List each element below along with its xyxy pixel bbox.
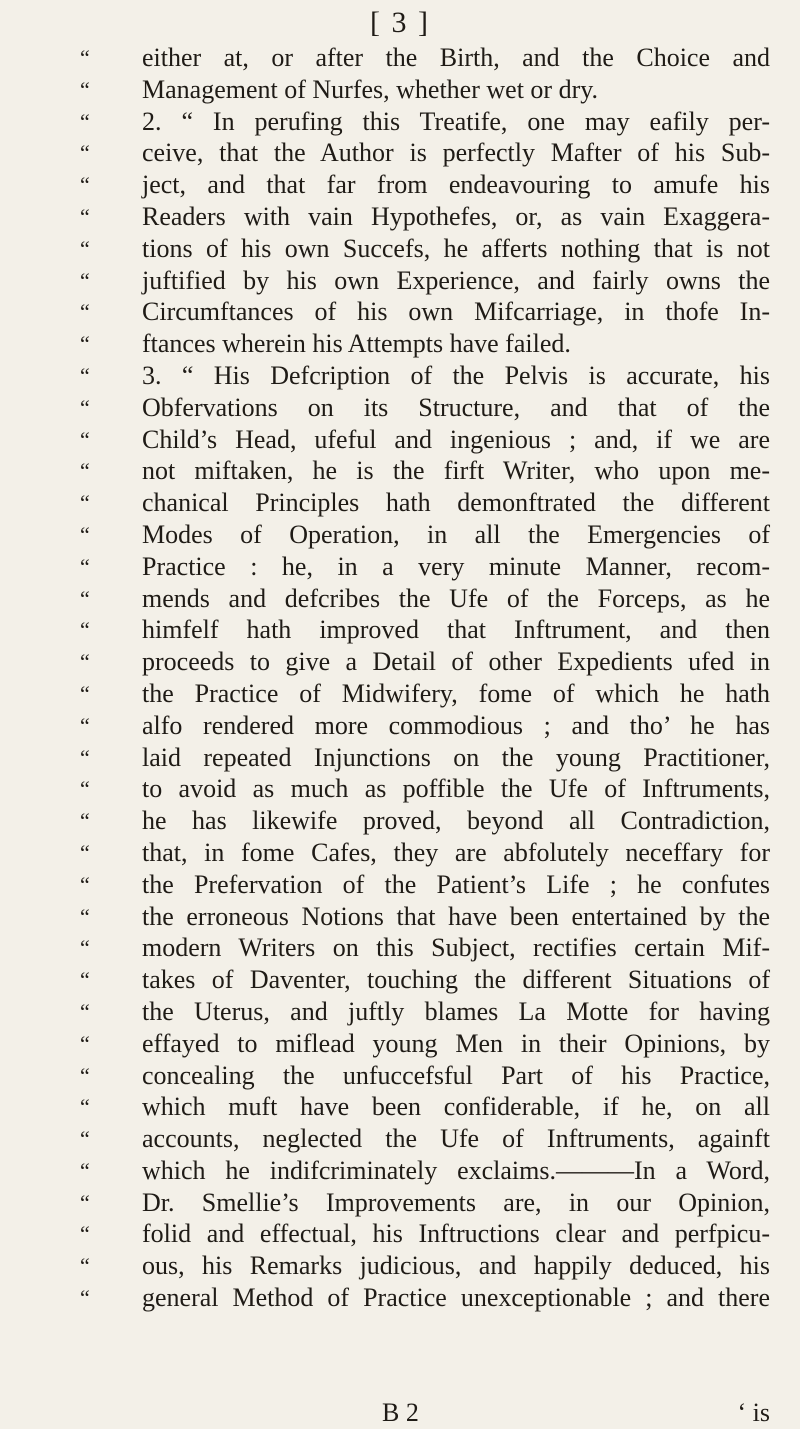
line-text: the Uterus, and juftly blames La Motte for having (142, 996, 770, 1026)
line-text: the erroneous Notions that have been entertained by the (142, 901, 770, 931)
text-line (80, 805, 770, 837)
text-line (80, 901, 770, 933)
line-text: that, in fome Cafes, they are abfolutely neceffary for (142, 837, 770, 867)
page-number: [ 3 ] (370, 6, 430, 39)
text-line (80, 583, 770, 615)
text-line (80, 678, 770, 710)
quote-mark: “ (80, 1094, 90, 1120)
text-line (80, 392, 770, 424)
line-text: Modes of Operation, in all the Emergencies of (142, 519, 770, 549)
text-line (80, 296, 770, 328)
quote-mark: “ (80, 903, 90, 929)
text-line (80, 1250, 770, 1282)
text-line (80, 137, 770, 169)
quote-mark: “ (80, 871, 90, 897)
text-line (80, 106, 770, 138)
line-text: ous, his Remarks judicious, and happily deduced, his (142, 1251, 770, 1281)
line-text: effayed to miflead young Men in their Opinions, by (142, 1028, 770, 1058)
text-line (80, 424, 770, 456)
quote-mark: “ (80, 935, 90, 961)
signature-mark: B 2 (382, 1398, 419, 1427)
text-line (80, 742, 770, 774)
text-line (80, 201, 770, 233)
quote-mark: “ (80, 553, 90, 579)
line-text: to avoid as much as poffible the Ufe of Inftruments, (142, 774, 770, 804)
quote-mark: “ (80, 235, 90, 261)
quote-mark: “ (80, 299, 90, 325)
text-line (80, 837, 770, 869)
quote-mark: “ (80, 490, 90, 516)
line-text: Obfervations on its Structure, and that of the (142, 392, 770, 422)
text-line (80, 773, 770, 805)
line-text: Practice : he, in a very minute Manner, recom- (142, 551, 770, 581)
line-text: either at, or after the Birth, and the Choice and (142, 43, 770, 72)
text-line (80, 710, 770, 742)
line-text: 2. “ In perufing this Treatife, one may eafily per- (142, 106, 770, 136)
text-line (80, 1091, 770, 1123)
text-line (80, 964, 770, 996)
text-line (80, 328, 770, 360)
line-text: which he indifcriminately exclaims.———In a Word, (142, 1155, 770, 1185)
quote-mark: “ (80, 426, 90, 452)
quote-mark: “ (80, 1221, 90, 1247)
line-text: not miftaken, he is the firft Writer, who upon me- (142, 456, 770, 486)
quote-mark: “ (80, 967, 90, 993)
text-line (80, 455, 770, 487)
line-text: concealing the unfuccefsful Part of his Practice, (142, 1060, 770, 1090)
line-text: tions of his own Succefs, he afferts nothing that is not (142, 233, 770, 263)
quote-mark: “ (80, 712, 90, 738)
line-text: ceive, that the Author is perfectly Mafter of his Sub- (142, 138, 770, 168)
line-text: Dr. Smellie’s Improvements are, in our Opinion, (142, 1187, 770, 1217)
quote-mark: “ (80, 680, 90, 706)
quote-mark: “ (80, 649, 90, 675)
quote-mark: “ (80, 744, 90, 770)
text-line (80, 1187, 770, 1219)
text-line (80, 169, 770, 201)
quote-mark: “ (80, 1253, 90, 1279)
line-text: takes of Daventer, touching the different Situations of (142, 965, 770, 995)
line-text: alfo rendered more commodious ; and tho’ he has (142, 710, 770, 740)
text-line (80, 1028, 770, 1060)
body-text (80, 42, 770, 1314)
quote-mark: “ (80, 394, 90, 420)
line-text: the Practice of Midwifery, fome of which he hath (142, 678, 770, 708)
text-line (80, 233, 770, 265)
quote-mark: “ (80, 839, 90, 865)
line-text: ftances wherein his Attempts have failed. (142, 329, 571, 359)
text-line (80, 1060, 770, 1092)
line-text: folid and effectual, his Inftructions clear and perfpicu- (142, 1219, 770, 1249)
quote-mark: “ (80, 1126, 90, 1152)
quote-mark: “ (80, 1157, 90, 1183)
line-text: which muft have been confiderable, if he, on all (142, 1092, 770, 1122)
text-line (80, 614, 770, 646)
text-line (80, 487, 770, 519)
text-line (80, 1155, 770, 1187)
line-text: juftified by his own Experience, and fairly owns the (142, 265, 770, 295)
quote-mark: “ (80, 458, 90, 484)
text-line (80, 551, 770, 583)
line-text: Child’s Head, ufeful and ingenious ; and, if we are (142, 424, 770, 454)
line-text: 3. “ His Defcription of the Pelvis is accurate, his (142, 360, 770, 390)
text-line (80, 1282, 770, 1314)
quote-mark: “ (80, 172, 90, 198)
page-footer (142, 1398, 770, 1428)
quote-mark: “ (80, 45, 90, 70)
text-line (80, 869, 770, 901)
quote-mark: “ (80, 1062, 90, 1088)
line-text: he has likewife proved, beyond all Contradiction, (142, 806, 770, 836)
quote-mark: “ (80, 776, 90, 802)
line-text: ject, and that far from endeavouring to amufe his (142, 170, 770, 200)
text-line (80, 74, 770, 106)
line-text: accounts, neglected the Ufe of Inftruments, againft (142, 1124, 770, 1154)
line-text: himfelf hath improved that Inftrument, and then (142, 615, 770, 645)
quote-mark: “ (80, 998, 90, 1024)
text-line (80, 360, 770, 392)
quote-mark: “ (80, 362, 90, 388)
catchword: ‘ is (737, 1398, 770, 1427)
text-line (80, 519, 770, 551)
quote-mark: “ (80, 1189, 90, 1215)
text-line (80, 646, 770, 678)
line-text: modern Writers on this Subject, rectifies certain Mif- (142, 933, 770, 963)
line-text: the Prefervation of the Patient’s Life ; he confutes (142, 869, 770, 899)
line-text: Readers with vain Hypothefes, or, as vain Exaggera- (142, 201, 770, 231)
quote-mark: “ (80, 1285, 90, 1311)
quote-mark: “ (80, 331, 90, 357)
quote-mark: “ (80, 808, 90, 834)
quote-mark: “ (80, 76, 90, 102)
line-text: laid repeated Injunctions on the young Practitioner, (142, 742, 770, 772)
quote-mark: “ (80, 108, 90, 134)
text-line (80, 42, 770, 74)
text-line (80, 996, 770, 1028)
quote-mark: “ (80, 521, 90, 547)
quote-mark: “ (80, 140, 90, 166)
quote-mark: “ (80, 267, 90, 293)
line-text: chanical Principles hath demonftrated the different (142, 488, 770, 518)
quote-mark: “ (80, 203, 90, 229)
line-text: Management of Nurfes, whether wet or dry. (142, 74, 599, 104)
quote-mark: “ (80, 585, 90, 611)
line-text: mends and defcribes the Ufe of the Forceps, as he (142, 583, 770, 613)
text-line (80, 1123, 770, 1155)
line-text: general Method of Practice unexceptionable ; and there (142, 1283, 770, 1313)
quote-mark: “ (80, 1030, 90, 1056)
line-text: proceeds to give a Detail of other Expedients ufed in (142, 647, 770, 677)
text-line (80, 265, 770, 297)
quote-mark: “ (80, 617, 90, 643)
text-line (80, 1218, 770, 1250)
text-line (80, 932, 770, 964)
line-text: Circumftances of his own Mifcarriage, in thofe In- (142, 297, 770, 327)
